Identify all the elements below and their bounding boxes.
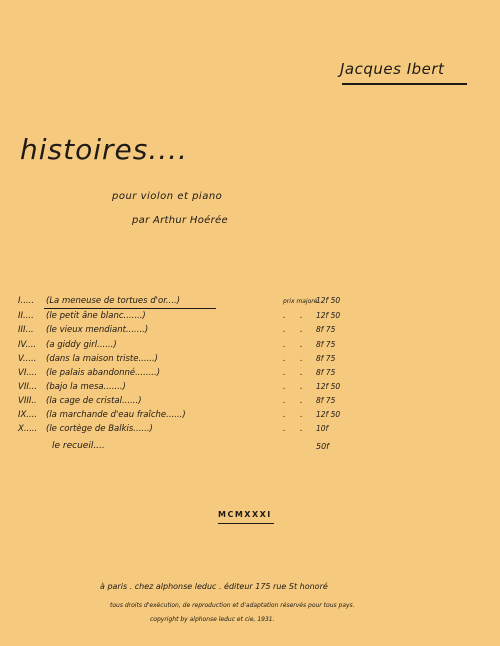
piece-number: III... (18, 325, 34, 335)
piece-title: (le vieux mendiant.......) (46, 325, 149, 335)
recueil-price: 50f (316, 442, 329, 451)
first-title-underline (44, 308, 216, 309)
piece-number: IX.... (18, 410, 38, 420)
piece-price: 12f 50 (316, 296, 341, 305)
price-column-header: prix majoré (283, 298, 318, 305)
list-item: VIII.. (la cage de cristal......) . . 8f 75 (18, 396, 336, 406)
piece-price: 8f 75 (316, 396, 336, 405)
piece-number: II.... (18, 311, 34, 321)
composer-underline (342, 83, 467, 85)
piece-title: (dans la maison triste......) (46, 354, 158, 364)
composer-name: Jacques Ibert (340, 60, 445, 78)
piece-title: (la marchande d'eau fraîche......) (46, 410, 186, 420)
piece-price: 8f 75 (316, 325, 336, 334)
list-item: X..... (le cortège de Balkis......) . . 10f (18, 424, 329, 434)
publication-year: MCMXXXI (218, 510, 272, 519)
piece-number: VI.... (18, 368, 38, 378)
list-item: II.... (le petit âne blanc.......) . . 12f 50 (18, 311, 341, 321)
piece-title: (le petit âne blanc.......) (46, 311, 146, 321)
piece-number: VII... (18, 382, 37, 392)
recueil-label: le recueil.... (52, 441, 105, 451)
list-item: IV.... (a giddy girl......) . . 8f 75 (18, 340, 336, 350)
piece-title: (a giddy girl......) (46, 340, 117, 350)
piece-price: 8f 75 (316, 354, 336, 363)
piece-number: VIII.. (18, 396, 37, 406)
piece-number: IV.... (18, 340, 37, 350)
list-item: III... (le vieux mendiant.......) . . 8f 75 (18, 325, 336, 335)
piece-price: 10f (316, 424, 329, 433)
list-item: VII... (bajo la mesa.......) . . 12f 50 (18, 382, 341, 392)
piece-number: X..... (18, 424, 38, 434)
piece-number: I..... (18, 296, 35, 306)
instrumentation: pour violon et piano (112, 191, 223, 202)
list-item: VI.... (le palais abandonné........) . . 8f 75 (18, 368, 336, 378)
piece-price: 12f 50 (316, 382, 341, 391)
work-title: histoires.... (20, 133, 188, 166)
piece-title: (La meneuse de tortues d'or....) (46, 296, 181, 306)
piece-price: 12f 50 (316, 410, 341, 419)
copyright-notice: copyright by alphonse leduc et cie, 1931. (150, 616, 275, 623)
publisher-line: à paris . chez alphonse leduc . éditeur 175 rue St honoré (100, 582, 328, 591)
rights-notice: tous droits d'exécution, de reproduction et d'adaptation réservés pour tous pays. (110, 602, 355, 609)
piece-price: 8f 75 (316, 368, 336, 377)
piece-price: 8f 75 (316, 340, 336, 349)
list-item: IX.... (la marchande d'eau fraîche......) . . 12f 50 (18, 410, 341, 420)
list-item: V..... (dans la maison triste......) . . 8f 75 (18, 354, 336, 364)
arranger-credit: par Arthur Hoérée (132, 215, 228, 226)
piece-number: V..... (18, 354, 37, 364)
piece-price: 12f 50 (316, 311, 341, 320)
piece-title: (la cage de cristal......) (46, 396, 142, 406)
piece-title: (bajo la mesa.......) (46, 382, 126, 392)
year-underline (218, 523, 274, 524)
piece-title: (le palais abandonné........) (46, 368, 161, 378)
piece-title: (le cortège de Balkis......) (46, 424, 153, 434)
